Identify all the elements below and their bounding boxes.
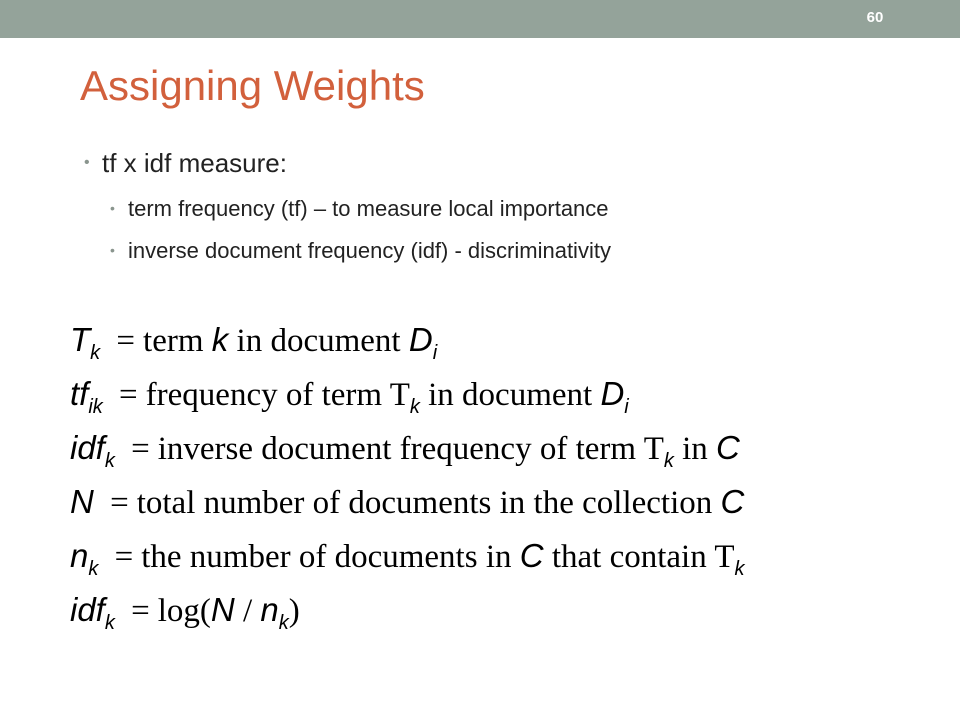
sub-bullet-item bbox=[110, 238, 611, 264]
variable: D bbox=[408, 321, 433, 358]
equation-text: frequency of term T bbox=[145, 377, 410, 413]
bullet-text: tf x idf measure: bbox=[102, 148, 287, 178]
equation-text: in document bbox=[428, 377, 593, 413]
variable: tf bbox=[70, 375, 89, 412]
variable: C bbox=[519, 537, 544, 574]
variable: C bbox=[720, 483, 745, 520]
equation-idf-definition bbox=[70, 421, 745, 475]
equation-term-k bbox=[70, 313, 745, 367]
subscript: k bbox=[104, 612, 115, 634]
bullet-dot-icon: • bbox=[110, 242, 115, 258]
bullet-list bbox=[84, 148, 611, 280]
top-bar bbox=[0, 0, 960, 38]
variable: k bbox=[211, 321, 229, 358]
equation-text: inverse document frequency of term T bbox=[157, 431, 664, 467]
subscript: k bbox=[409, 396, 420, 418]
variable: idf bbox=[70, 429, 105, 466]
equation-text: that contain T bbox=[551, 539, 735, 575]
slide-number: 60 bbox=[866, 9, 884, 26]
equals-sign: = bbox=[110, 485, 129, 521]
variable: C bbox=[716, 429, 740, 466]
equation-block bbox=[70, 313, 745, 637]
equation-text: in bbox=[682, 431, 708, 467]
variable: N bbox=[210, 591, 235, 628]
variable: T bbox=[70, 321, 91, 358]
subscript: k bbox=[663, 450, 674, 472]
equation-idf-formula bbox=[70, 583, 745, 637]
equation-text: total number of documents in the collection bbox=[136, 485, 713, 521]
variable: N bbox=[70, 483, 94, 520]
subscript: k bbox=[278, 612, 289, 634]
sub-bullet-text: term frequency (tf) – to measure local importance bbox=[128, 196, 609, 221]
bullet-item bbox=[84, 148, 611, 179]
bullet-dot-icon: • bbox=[84, 154, 90, 171]
subscript: ik bbox=[88, 396, 103, 418]
subscript: i bbox=[432, 342, 438, 364]
equals-sign: = bbox=[116, 323, 136, 359]
equation-text: log( bbox=[157, 593, 211, 629]
equation-text: ) bbox=[288, 593, 300, 629]
subscript: k bbox=[104, 450, 115, 472]
variable: D bbox=[600, 375, 625, 412]
variable: n bbox=[70, 537, 89, 574]
equals-sign: = bbox=[119, 377, 138, 413]
equation-text: in document bbox=[236, 323, 401, 359]
sub-bullet-text: inverse document frequency (idf) - discriminativity bbox=[128, 238, 611, 263]
equation-tf bbox=[70, 367, 745, 421]
equation-nk bbox=[70, 529, 745, 583]
equation-text: / bbox=[243, 593, 253, 629]
equals-sign: = bbox=[131, 431, 150, 467]
subscript: k bbox=[734, 558, 745, 580]
equals-sign: = bbox=[131, 593, 150, 629]
variable: idf bbox=[70, 591, 105, 628]
equation-n-total bbox=[70, 475, 745, 529]
equation-text: the number of documents in bbox=[141, 539, 512, 575]
equation-text: term bbox=[143, 323, 204, 359]
equals-sign: = bbox=[114, 539, 134, 575]
slide-title: Assigning Weights bbox=[80, 62, 425, 109]
bullet-dot-icon: • bbox=[110, 200, 115, 216]
subscript: i bbox=[624, 396, 629, 418]
sub-bullet-item bbox=[110, 196, 611, 222]
subscript: k bbox=[88, 558, 99, 580]
subscript: k bbox=[90, 342, 101, 364]
variable: n bbox=[260, 591, 279, 628]
